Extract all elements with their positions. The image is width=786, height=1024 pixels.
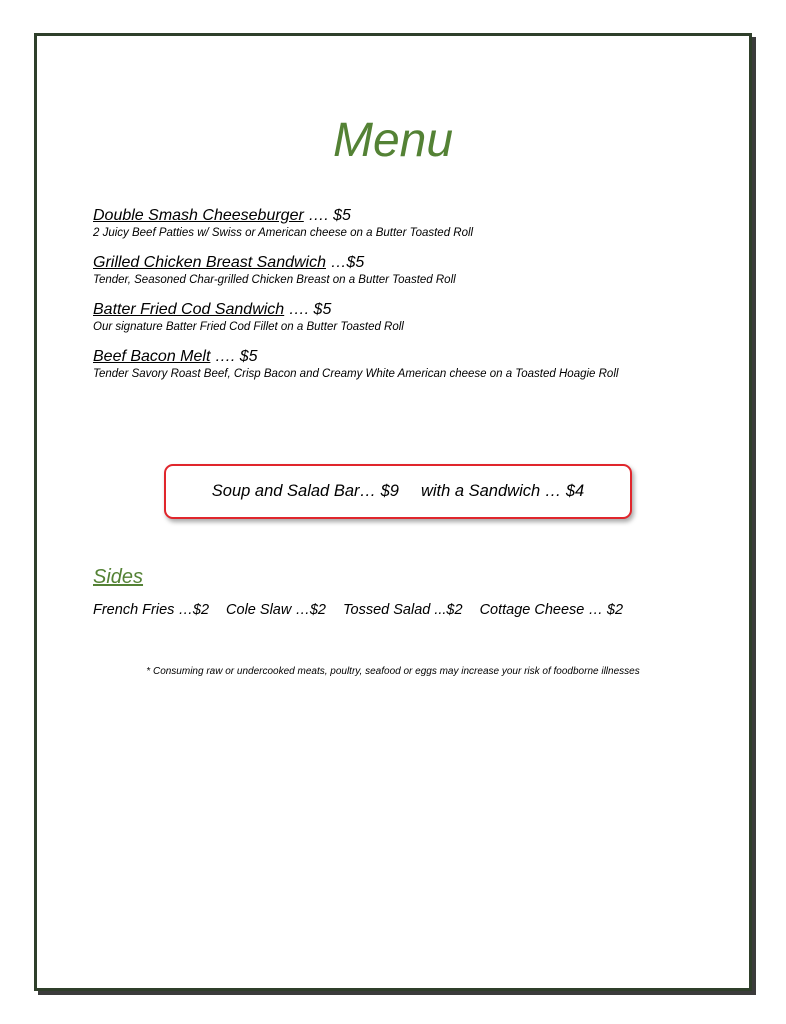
- side-item: Cole Slaw …$2: [226, 602, 326, 618]
- menu-item-description: Tender, Seasoned Char-grilled Chicken Breast on a Butter Toasted Roll: [93, 274, 456, 286]
- menu-item: [93, 347, 733, 381]
- soup-salad-with-sandwich-price: with a Sandwich … $4: [420, 482, 585, 500]
- menu-item: [93, 253, 733, 287]
- food-safety-disclaimer: * Consuming raw or undercooked meats, poultry, seafood or eggs may increase your risk of foodborne illnesses: [146, 666, 640, 677]
- menu-item: [93, 300, 733, 334]
- menu-item-name: Batter Fried Cod Sandwich: [93, 301, 285, 318]
- menu-item-price: …. $5: [303, 207, 351, 224]
- menu-title: Menu: [332, 114, 454, 167]
- menu-item-name: Grilled Chicken Breast Sandwich: [93, 254, 326, 271]
- menu-item-description: Our signature Batter Fried Cod Fillet on a Butter Toasted Roll: [93, 321, 404, 333]
- side-item: Cottage Cheese … $2: [479, 602, 624, 618]
- sides-heading: Sides: [93, 566, 144, 588]
- menu-item-header: [93, 300, 733, 320]
- menu-item: [93, 206, 733, 240]
- menu-item-header: [93, 347, 733, 367]
- sides-list: [93, 600, 623, 620]
- menu-item-price: …. $5: [210, 348, 258, 365]
- menu-item-description: 2 Juicy Beef Patties w/ Swiss or American cheese on a Butter Toasted Roll: [93, 227, 474, 239]
- menu-item-price: …. $5: [284, 301, 332, 318]
- menu-item-header: [93, 206, 733, 226]
- menu-item-description: Tender Savory Roast Beef, Crisp Bacon and Creamy White American cheese on a Toasted Hoagie Roll: [93, 368, 619, 380]
- menu-item-header: [93, 253, 733, 273]
- side-item: French Fries …$2: [93, 602, 210, 618]
- soup-salad-bar-price: Soup and Salad Bar… $9: [211, 482, 399, 500]
- menu-items-list: [93, 206, 733, 394]
- menu-item-name: Double Smash Cheeseburger: [93, 207, 304, 224]
- menu-item-price: …$5: [326, 254, 365, 271]
- side-item: Tossed Salad ...$2: [342, 602, 463, 618]
- soup-salad-box: [164, 464, 632, 519]
- menu-item-name: Beef Bacon Melt: [93, 348, 211, 365]
